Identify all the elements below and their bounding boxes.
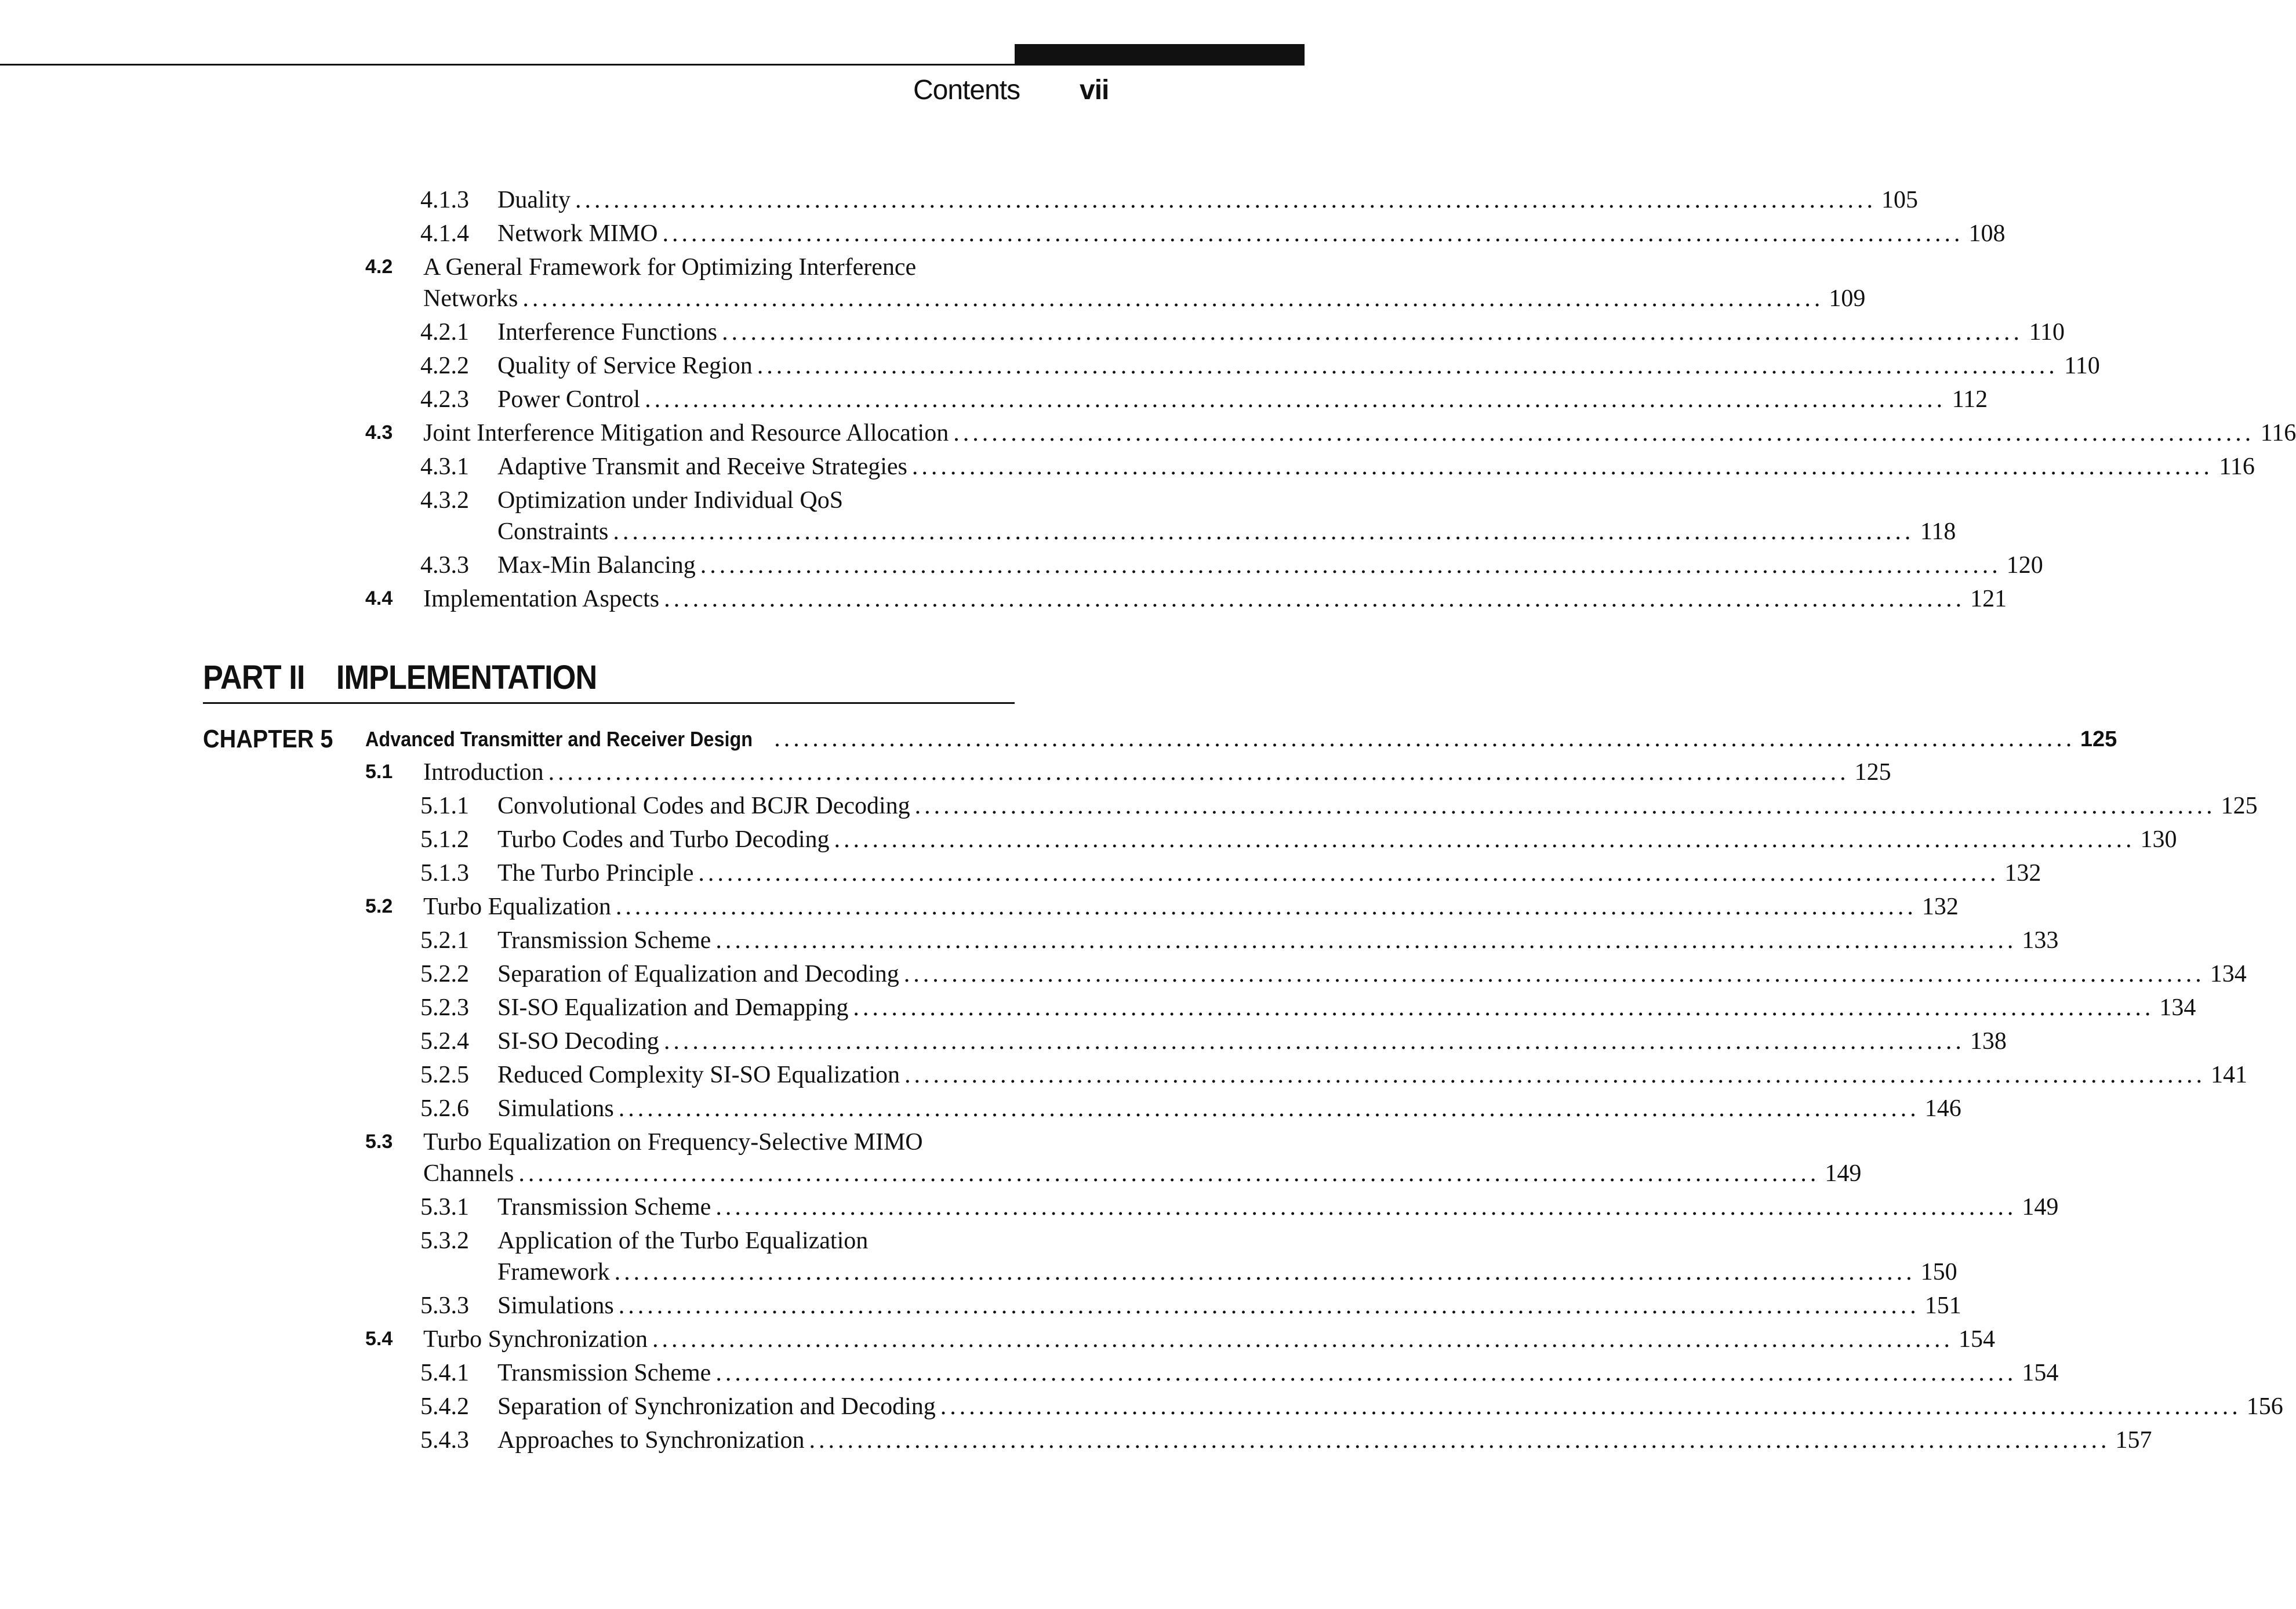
- leader-dots: ........................................................................................................................................: [904, 1062, 2206, 1088]
- leader-dots: ........................................................................................................................................: [662, 220, 1964, 247]
- toc-entry-4-2-2[interactable]: [497, 352, 2100, 380]
- toc-entry-title: Transmission Scheme: [497, 1360, 711, 1386]
- toc-entry-4-2[interactable]: [423, 285, 1866, 313]
- toc-entry-4-1-4[interactable]: [497, 220, 2006, 248]
- toc-section-number: 4.4: [365, 587, 393, 609]
- toc-entry-5-1-2[interactable]: [497, 826, 2177, 853]
- toc-number: 4.3.2: [420, 487, 469, 514]
- toc-page-number: 134: [2210, 961, 2247, 987]
- toc-page-number: 120: [2006, 552, 2043, 579]
- toc-entry-title: The Turbo Principle: [497, 860, 694, 887]
- leader-dots: ........................................................................................................................................: [715, 927, 2017, 954]
- toc-entry-title: Quality of Service Region: [497, 353, 753, 379]
- toc-page-number: 116: [2260, 420, 2296, 446]
- toc-entry-5-3-1[interactable]: [497, 1193, 2059, 1221]
- toc-page-number: 138: [1970, 1028, 2007, 1055]
- toc-entry-title: Approaches to Synchronization: [497, 1427, 805, 1454]
- toc-number: 5.3.2: [420, 1227, 469, 1254]
- toc-entry-title: SI-SO Equalization and Demapping: [497, 994, 849, 1021]
- toc-entry-title: Simulations: [497, 1095, 614, 1122]
- toc-entry-title-line1[interactable]: Application of the Turbo Equalization: [497, 1227, 869, 1254]
- toc-entry-5-1-1[interactable]: [497, 792, 2258, 820]
- toc-entry-4-4[interactable]: [423, 585, 2007, 613]
- toc-entry-title: Transmission Scheme: [497, 1194, 711, 1221]
- toc-entry-4-3-1[interactable]: [497, 453, 2255, 481]
- toc-number: 5.3.1: [420, 1194, 469, 1221]
- leader-dots: ........................................................................................................................................: [757, 353, 2058, 379]
- leader-dots: ........................................................................................................................................: [903, 961, 2205, 987]
- toc-entry-title: Turbo Codes and Turbo Decoding: [497, 826, 830, 853]
- running-head-page-number: vii: [1080, 75, 1109, 106]
- leader-dots: ........................................................................................................................................: [522, 285, 1824, 312]
- header-rule: [0, 64, 1305, 66]
- leader-dots: ........................................................................................................................................: [911, 453, 2213, 480]
- toc-entry-title: Separation of Synchronization and Decoding: [497, 1393, 936, 1420]
- toc-entry-5-2-6[interactable]: [497, 1095, 1961, 1123]
- toc-entry-4-3-3[interactable]: [497, 551, 2043, 579]
- toc-entry-5-2[interactable]: [423, 893, 1959, 921]
- toc-number: 5.4.3: [420, 1427, 469, 1454]
- toc-entry-5-2-2[interactable]: [497, 960, 2247, 988]
- toc-entry-title-line2: Channels: [423, 1160, 514, 1187]
- toc-section-number: 5.3: [365, 1131, 393, 1153]
- chapter-label: CHAPTER 5: [203, 725, 333, 753]
- toc-page-number: 154: [1958, 1326, 1995, 1353]
- leader-dots: ........................................................................................................................................: [618, 1095, 1920, 1122]
- toc-entry-5-4-1[interactable]: [497, 1359, 2059, 1387]
- toc-entry-5-2-3[interactable]: [497, 994, 2196, 1022]
- leader-dots: ........................................................................................................................................: [548, 759, 1850, 786]
- toc-entry-title: Max-Min Balancing: [497, 552, 696, 579]
- toc-entry-title: Simulations: [497, 1292, 614, 1319]
- leader-dots: ........................................................................................................................................: [645, 386, 1946, 413]
- toc-entry-title: Adaptive Transmit and Receive Strategies: [497, 453, 907, 480]
- toc-number: 5.4.1: [420, 1360, 469, 1386]
- toc-number: 5.2.3: [420, 994, 469, 1021]
- chapter-title: Advanced Transmitter and Receiver Design: [365, 727, 753, 751]
- leader-dots: ........................................................................................................................................: [722, 319, 2023, 346]
- toc-page-number: 110: [2064, 353, 2100, 379]
- leader-dots: ........................................................................................................................................: [518, 1160, 1820, 1187]
- toc-section-number: 4.2: [365, 256, 393, 278]
- toc-entry-5-3-2[interactable]: [497, 1258, 1957, 1286]
- toc-page-number: 146: [1924, 1095, 1961, 1122]
- toc-page-number: 116: [2219, 453, 2255, 480]
- leader-dots: ........................................................................................................................................: [613, 518, 1914, 545]
- toc-number: 4.1.3: [420, 187, 469, 213]
- leader-dots: ........................................................................................................................................: [809, 1427, 2110, 1454]
- toc-page-number: 130: [2140, 826, 2177, 853]
- toc-entry-5-1-3[interactable]: [497, 859, 2041, 887]
- toc-page-number: 125: [1854, 759, 1891, 786]
- toc-number: 5.4.2: [420, 1393, 469, 1420]
- toc-entry-title-line1[interactable]: A General Framework for Optimizing Interference: [423, 254, 917, 281]
- toc-entry-4-1-3[interactable]: [497, 186, 1918, 214]
- leader-dots: ........................................................................................................................................: [700, 552, 2001, 579]
- toc-page-number: 105: [1881, 187, 1918, 213]
- toc-page-number: 141: [2211, 1062, 2248, 1088]
- toc-entry-title: Turbo Equalization: [423, 894, 611, 920]
- toc-entry-5-3[interactable]: [423, 1160, 1862, 1187]
- toc-entry-5-1[interactable]: [423, 758, 1891, 786]
- toc-entry-title: Reduced Complexity SI-SO Equalization: [497, 1062, 900, 1088]
- leader-dots: ........................................................................................................................................: [715, 1360, 2017, 1386]
- toc-entry-5-4-3[interactable]: [497, 1426, 2152, 1454]
- toc-entry-title-line1[interactable]: Turbo Equalization on Frequency-Selective MIMO: [423, 1129, 923, 1156]
- toc-number: 5.3.3: [420, 1292, 469, 1319]
- toc-section-number: 5.1: [365, 761, 393, 783]
- toc-page-number: 151: [1924, 1292, 1961, 1319]
- part-heading: PART II IMPLEMENTATION: [203, 659, 597, 696]
- leader-dots: ........................................................................................................................................: [698, 860, 2000, 887]
- toc-page-number: 121: [1970, 586, 2007, 612]
- toc-entry-title: Duality: [497, 187, 571, 213]
- toc-page-number: 149: [1825, 1160, 1862, 1187]
- toc-page-number: 109: [1829, 285, 1866, 312]
- leader-dots: ........................................................................................................................................: [652, 1326, 1953, 1353]
- toc-page-number: 118: [1920, 518, 1956, 545]
- toc-number: 4.3.1: [420, 453, 469, 480]
- toc-entry-title-line1[interactable]: Optimization under Individual QoS: [497, 487, 844, 514]
- leader-dots: ........................................................................................................................................: [834, 826, 2135, 853]
- chapter-page-number: 125: [2080, 727, 2117, 751]
- toc-page-number: 125: [2221, 793, 2258, 819]
- toc-entry-4-2-3[interactable]: [497, 386, 1988, 413]
- toc-entry-4-3-2[interactable]: [497, 518, 1956, 546]
- leader-dots: ........................................................................................................................................: [914, 793, 2216, 819]
- leader-dots: ........................................................................................................................................: [774, 725, 2076, 752]
- toc-section-number: 5.2: [365, 895, 393, 917]
- toc-number: 5.1.3: [420, 860, 469, 887]
- toc-page-number: 149: [2022, 1194, 2059, 1221]
- toc-number: 4.1.4: [420, 220, 469, 247]
- leader-dots: ........................................................................................................................................: [614, 1259, 1916, 1285]
- toc-number: 4.2.1: [420, 319, 469, 346]
- leader-dots: ........................................................................................................................................: [953, 420, 2255, 446]
- toc-entry-title: Interference Functions: [497, 319, 718, 346]
- toc-number: 5.1.2: [420, 826, 469, 853]
- toc-entry-title: SI-SO Decoding: [497, 1028, 659, 1055]
- toc-entry-5-4[interactable]: [423, 1325, 1995, 1353]
- leader-dots: ........................................................................................................................................: [618, 1292, 1920, 1319]
- toc-entry-5-4-2[interactable]: [497, 1393, 2283, 1421]
- toc-section-number: 5.4: [365, 1328, 393, 1350]
- toc-page-number: 156: [2246, 1393, 2283, 1420]
- toc-number: 5.2.5: [420, 1062, 469, 1088]
- toc-page-number: 154: [2022, 1360, 2059, 1386]
- toc-entry-5-2-4[interactable]: [497, 1027, 2007, 1055]
- leader-dots: ........................................................................................................................................: [715, 1194, 2017, 1221]
- toc-page-number: 157: [2115, 1427, 2152, 1454]
- toc-number: 5.2.6: [420, 1095, 469, 1122]
- part-heading-rule: [203, 702, 1015, 704]
- leader-dots: ........................................................................................................................................: [575, 187, 1876, 213]
- toc-entry-4-2-1[interactable]: [497, 318, 2065, 346]
- toc-entry-title: Separation of Equalization and Decoding: [497, 961, 899, 987]
- toc-number: 4.3.3: [420, 552, 469, 579]
- toc-entry-5-2-1[interactable]: [497, 927, 2059, 954]
- toc-page-number: 108: [1968, 220, 2006, 247]
- toc-entry-title: Implementation Aspects: [423, 586, 660, 612]
- toc-entry-title: Turbo Synchronization: [423, 1326, 648, 1353]
- toc-entry-title: Power Control: [497, 386, 641, 413]
- toc-page-number: 134: [2159, 994, 2196, 1021]
- toc-entry-title: Introduction: [423, 759, 544, 786]
- toc-entry-5-2-5[interactable]: [497, 1061, 2248, 1089]
- toc-page-number: 112: [1952, 386, 1988, 413]
- toc-page-number: 110: [2029, 319, 2065, 346]
- toc-number: 4.2.3: [420, 386, 469, 413]
- toc-entry-5-3-3[interactable]: [497, 1292, 1961, 1320]
- toc-page-number: 133: [2022, 927, 2059, 954]
- header-black-bar: [1015, 44, 1305, 66]
- toc-entry-title: Convolutional Codes and BCJR Decoding: [497, 793, 910, 819]
- toc-number: 5.2.1: [420, 927, 469, 954]
- toc-section-number: 4.3: [365, 422, 393, 444]
- toc-number: 5.2.2: [420, 961, 469, 987]
- toc-entry-title: Network MIMO: [497, 220, 658, 247]
- leader-dots: ........................................................................................................................................: [664, 586, 1966, 612]
- toc-entry-title: Joint Interference Mitigation and Resource Allocation: [423, 420, 949, 446]
- toc-number: 5.2.4: [420, 1028, 469, 1055]
- toc-entry-title-line2: Constraints: [497, 518, 609, 545]
- leader-dots: ........................................................................................................................................: [663, 1028, 1965, 1055]
- leader-dots: ........................................................................................................................................: [940, 1393, 2241, 1420]
- toc-entry-title: Transmission Scheme: [497, 927, 711, 954]
- toc-page-number: 132: [1921, 894, 1959, 920]
- leader-dots: ........................................................................................................................................: [853, 994, 2155, 1021]
- toc-page-number: 132: [2004, 860, 2041, 887]
- running-head-title: Contents: [913, 75, 1020, 106]
- toc-entry-title-line2: Networks: [423, 285, 518, 312]
- leader-dots: ........................................................................................................................................: [615, 894, 1917, 920]
- toc-chapter-5-entry[interactable]: [365, 725, 2117, 753]
- toc-number: 5.1.1: [420, 793, 469, 819]
- toc-number: 4.2.2: [420, 353, 469, 379]
- toc-entry-4-3[interactable]: [423, 419, 2296, 447]
- toc-entry-title-line2: Framework: [497, 1259, 610, 1285]
- toc-page-number: 150: [1920, 1259, 1957, 1285]
